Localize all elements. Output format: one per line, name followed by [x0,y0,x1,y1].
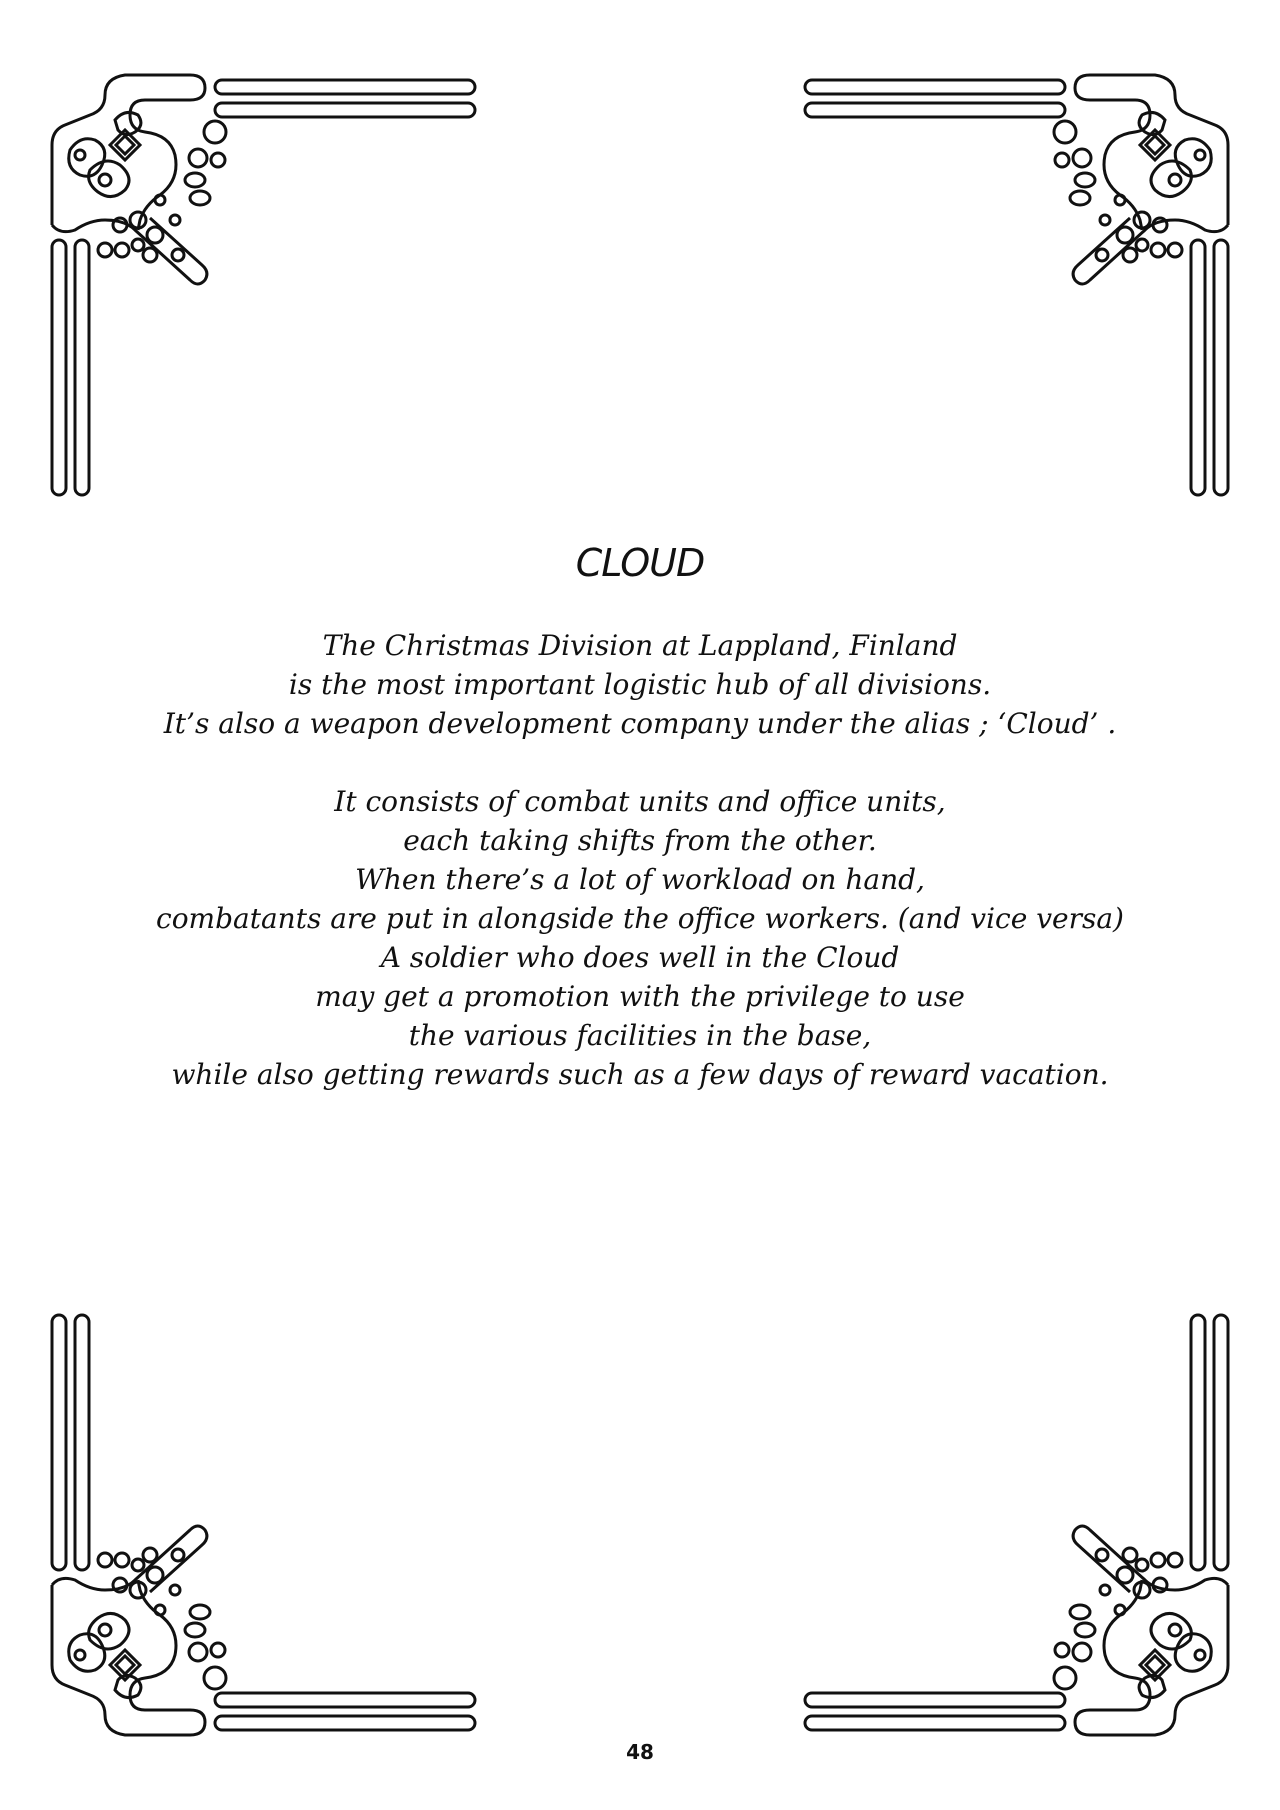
ornamental-corner-icon [800,1310,1230,1740]
ornamental-corner-icon [50,1310,480,1740]
body-text [100,626,1180,1094]
text-line: A soldier who does well in the Cloud [380,941,900,974]
text-line: is the most important logistic hub of all divisions. [288,668,992,701]
text-line: combatants are put in alongside the office workers. (and vice versa) [156,902,1124,935]
text-line: It’s also a weapon development company under the alias ; ‘Cloud’ . [163,707,1117,740]
text-line: may get a promotion with the privilege to use [315,980,965,1013]
top-left-corner-ornament [50,70,480,500]
text-line: the various facilities in the base, [408,1019,872,1052]
text-line: When there’s a lot of workload on hand, [355,863,925,896]
page-number: 48 [626,1740,654,1764]
text-line: while also getting rewards such as a few days of reward vacation. [171,1058,1109,1091]
bottom-right-corner-ornament [800,1310,1230,1740]
page-title: CLOUD [575,541,705,585]
ornamental-corner-icon [800,70,1230,500]
top-right-corner-ornament [800,70,1230,500]
text-line: each taking shifts from the other. [403,824,877,857]
text-line: The Christmas Division at Lappland, Finland [322,629,958,662]
paragraph-spacer [100,743,1180,782]
ornamental-corner-icon [50,70,480,500]
bottom-left-corner-ornament [50,1310,480,1740]
text-line: It consists of combat units and office units, [334,785,946,818]
